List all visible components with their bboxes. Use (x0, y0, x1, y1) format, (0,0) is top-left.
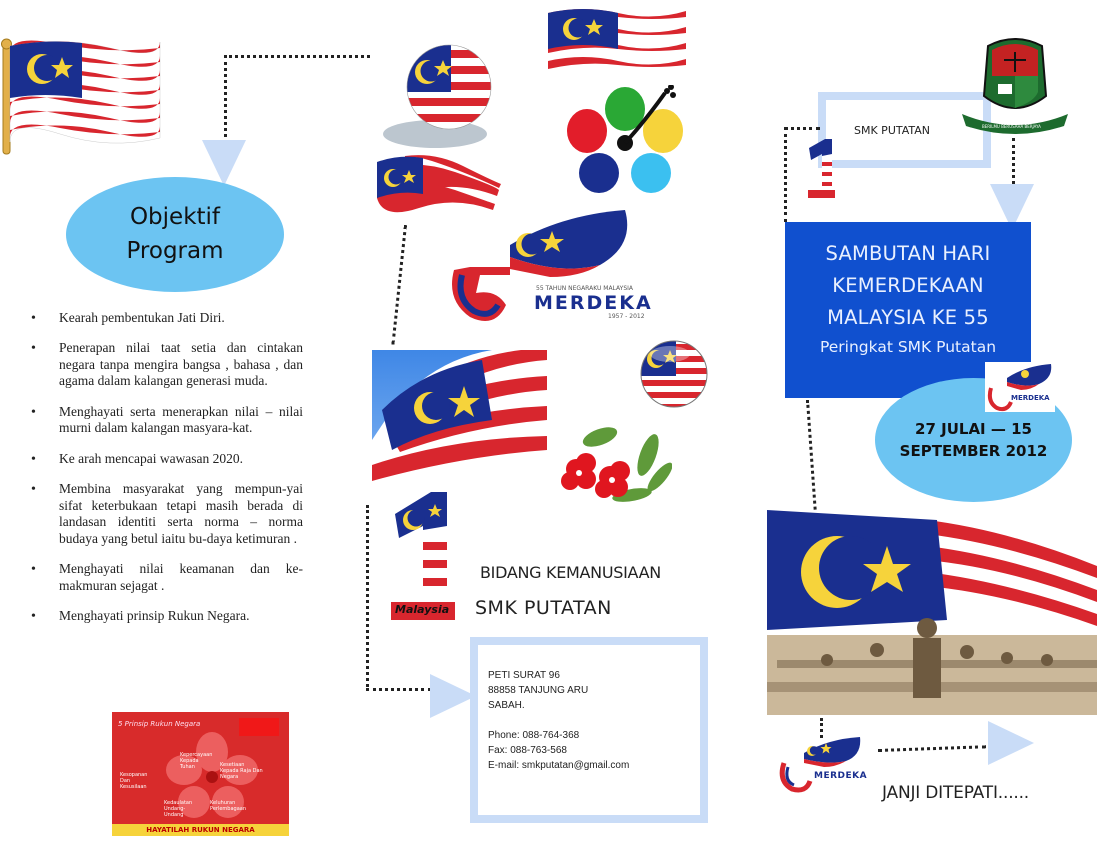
list-item: • Membina masyarakat yang mempun-yai sifat keterbukaan tetapi masih berada di landasan identiti serta norma – norma budaya yang betul iaitu bu-daya ketimuran . (28, 481, 303, 547)
crest-name: SMK PUTATAN (1004, 114, 1025, 118)
rukun-principle: Kesopanan Dan Kesusilaan (120, 772, 148, 790)
rukun-principle: Keluhuran Perlembagaan (210, 800, 247, 812)
list-item: • Menghayati prinsip Rukun Negara. (28, 608, 303, 624)
fax-number: Fax: 088-763-568 (488, 745, 567, 756)
objektif-title-line2: Program (126, 237, 224, 264)
objektif-title-line1: Objektif (129, 204, 221, 231)
rukun-principle: Kedaulatan Undang-Undang (164, 800, 193, 818)
merdeka-small-word: MERDEKA (1011, 394, 1050, 402)
email-address: E-mail: smkputatan@gmail.com (488, 760, 630, 771)
date-line2: SEPTEMBER 2012 (899, 442, 1048, 460)
dotted-connector (1012, 138, 1015, 184)
dotted-connector (224, 55, 227, 143)
hibiscus-leaves-icon (552, 425, 672, 515)
hibiscus-icon (565, 85, 685, 197)
dotted-connector (878, 745, 986, 752)
malaysia-flag-top-left (0, 38, 165, 156)
one-malaysia-logo (383, 490, 461, 625)
dotted-connector (224, 55, 370, 58)
flag-globe (375, 42, 495, 152)
rukun-poster-title: 5 Prinsip Rukun Negara (118, 720, 201, 728)
logo-subtitle: 55 TAHUN NEGARAKU MALAYSIA (536, 285, 634, 292)
address-line: PETI SURAT 96 (488, 670, 560, 681)
event-title-line1: SAMBUTAN HARI (825, 242, 991, 265)
dotted-connector (366, 688, 431, 691)
rukun-principle: Kepercayaan Kepada Tuhan (180, 752, 213, 770)
tagline: JANJI DITEPATI...... (882, 783, 1030, 803)
list-item: • Kearah pembentukan Jati Diri. (28, 310, 303, 326)
one-malaysia-label: Malaysia (395, 603, 450, 616)
address-line: 88858 TANJUNG ARU (488, 685, 589, 696)
list-item: • Penerapan nilai taat setia dan cintakan negara tanpa mengira bangsa , bahasa , dan agama dalam kalangan generasi muda. (28, 340, 303, 389)
rukun-principle: Kesetiaan Kepada Raja Dan Negara (220, 762, 263, 780)
contact-box (470, 637, 708, 823)
date-line1: 27 JULAI — 15 (915, 420, 1032, 438)
list-item: • Menghayati serta menerapkan nilai – nilai murni dalam kalangan masyara-kat. (28, 404, 303, 437)
dotted-connector (806, 400, 817, 510)
list-item: • Menghayati nilai keamanan dan ke-makmuran sejagat . (28, 561, 303, 594)
waving-flag-photo (372, 350, 547, 481)
crest-motto: BERILMU BERUSAHA BERJAYA (982, 124, 1041, 129)
logo-years: 1957 - 2012 (608, 313, 645, 320)
phone-number: Phone: 088-764-368 (488, 730, 580, 741)
school-crest (960, 36, 1070, 136)
dotted-connector (366, 505, 369, 687)
event-title-line4: Peringkat SMK Putatan (819, 338, 997, 356)
dotted-connector (391, 225, 407, 345)
one-malaysia-logo-small (805, 138, 837, 200)
arrow-right-icon (988, 721, 1034, 765)
objektif-oval (66, 177, 284, 292)
dotted-connector (784, 127, 787, 222)
bidang-label: BIDANG KEMANUSIAAN (480, 563, 661, 582)
merdeka-55-logo-bottom (776, 735, 866, 793)
dotted-connector (784, 127, 820, 130)
merdeka-55-logo (440, 205, 655, 330)
objectives-list (28, 310, 303, 639)
merdeka-bottom-word: MERDEKA (814, 771, 868, 781)
school-box-label: SMK PUTATAN (854, 123, 931, 137)
historic-flag-photo (767, 510, 1097, 715)
event-title-line3: MALAYSIA KE 55 (827, 306, 989, 329)
logo-merdeka-word: MERDEKA (534, 292, 653, 314)
rukun-negara-poster (112, 712, 289, 836)
rukun-poster-footer: HAYATILAH RUKUN NEGARA (112, 824, 289, 836)
list-item: • Ke arah mencapai wawasan 2020. (28, 451, 303, 467)
malaysia-flag-top-center (548, 5, 686, 77)
address-line: SABAH. (488, 700, 525, 711)
merdeka-logo-small (985, 362, 1055, 412)
event-title-line2: KEMERDEKAAN (832, 274, 984, 297)
school-name: SMK PUTATAN (475, 597, 612, 619)
flag-button-circle (640, 340, 708, 408)
